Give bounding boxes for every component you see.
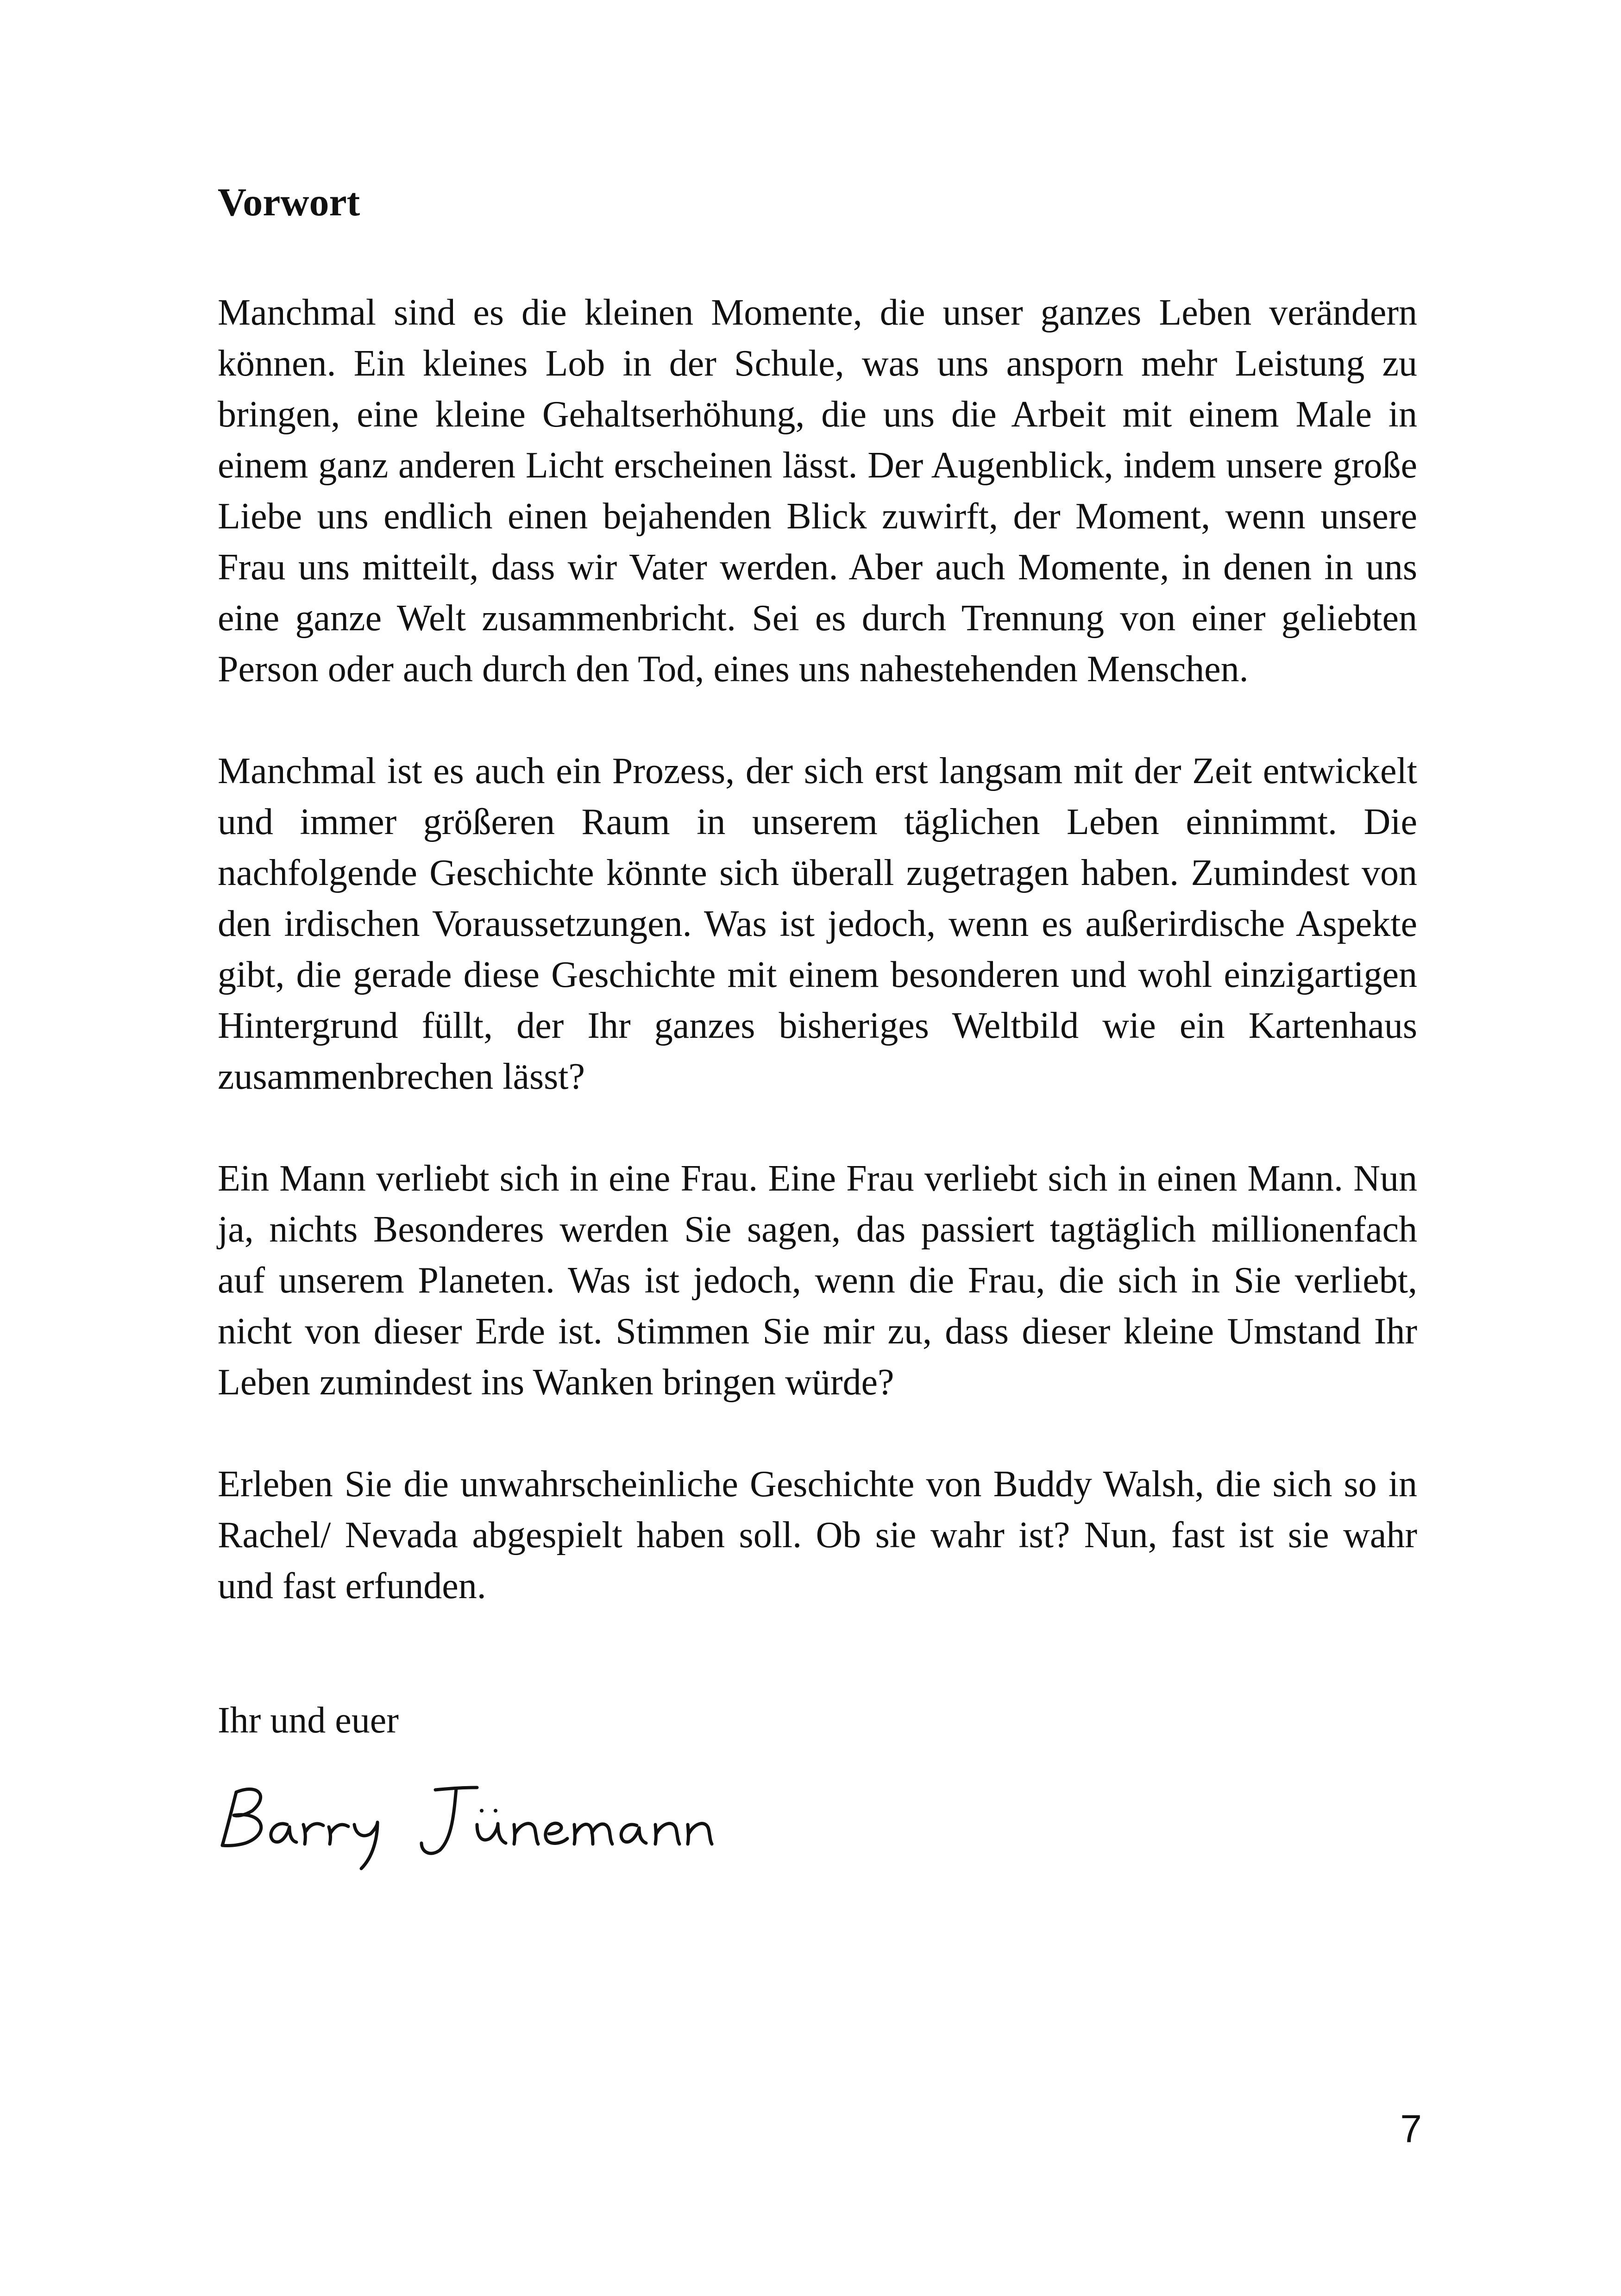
paragraph-1: Manchmal sind es die kleinen Momente, die unser ganzes Leben verändern können. Ein kleines Lob in der Schule, was uns ansporn mehr Leistung zu bringen, eine kleine Gehaltserhöhung, die uns die Arbeit mit einem Male in einem ganz anderen Licht erscheinen lässt. Der Augenblick, indem unsere große Liebe uns endlich einen bejahenden Blick zuwirft, der Moment, wenn unsere Frau uns mitteilt, dass wir Vater werden. Aber auch Momente, in denen in uns eine ganze Welt zusammenbricht. Sei es durch Trennung von einer geliebten Person oder auch durch den Tod, eines uns nahestehenden Menschen.	[218, 292, 1417, 690]
paragraph-3: Ein Mann verliebt sich in eine Frau. Eine Frau verliebt sich in einen Mann. Nun ja, nichts Besonderes werden Sie sagen, das passiert tagtäglich millionenfach auf unserem Planeten. Was ist jedoch, wenn die Frau, die sich in Sie verliebt, nicht von dieser Erde ist. Stimmen Sie mir zu, dass dieser kleine Umstand Ihr Leben zumindest ins Wanken bringen würde?	[218, 1158, 1417, 1403]
foreword-body	[218, 287, 1417, 1662]
handwritten-signature	[218, 1764, 750, 1871]
closing-greeting: Ihr und euer	[218, 1700, 399, 1741]
page-number: 7	[1400, 2107, 1422, 2151]
paragraph-4: Erleben Sie die unwahrscheinliche Geschichte von Buddy Walsh, die sich so in Rachel/ Nevada abgespielt haben soll. Ob sie wahr ist? Nun, fast ist sie wahr und fast erfunden.	[218, 1464, 1417, 1606]
paragraph-2: Manchmal ist es auch ein Prozess, der sich erst langsam mit der Zeit entwickelt und immer größeren Raum in unserem täglichen Leben einnimmt. Die nachfolgende Geschichte könnte sich überall zugetragen haben. Zumindest von den irdischen Voraussetzungen. Was ist jedoch, wenn es außerirdische Aspekte gibt, die gerade diese Geschichte mit einem besonderen und wohl einzigartigen Hintergrund füllt, der Ihr ganzes bisheriges Weltbild wie ein Kartenhaus zusammenbrechen lässt?	[218, 751, 1417, 1097]
page-title: Vorwort	[218, 180, 360, 224]
